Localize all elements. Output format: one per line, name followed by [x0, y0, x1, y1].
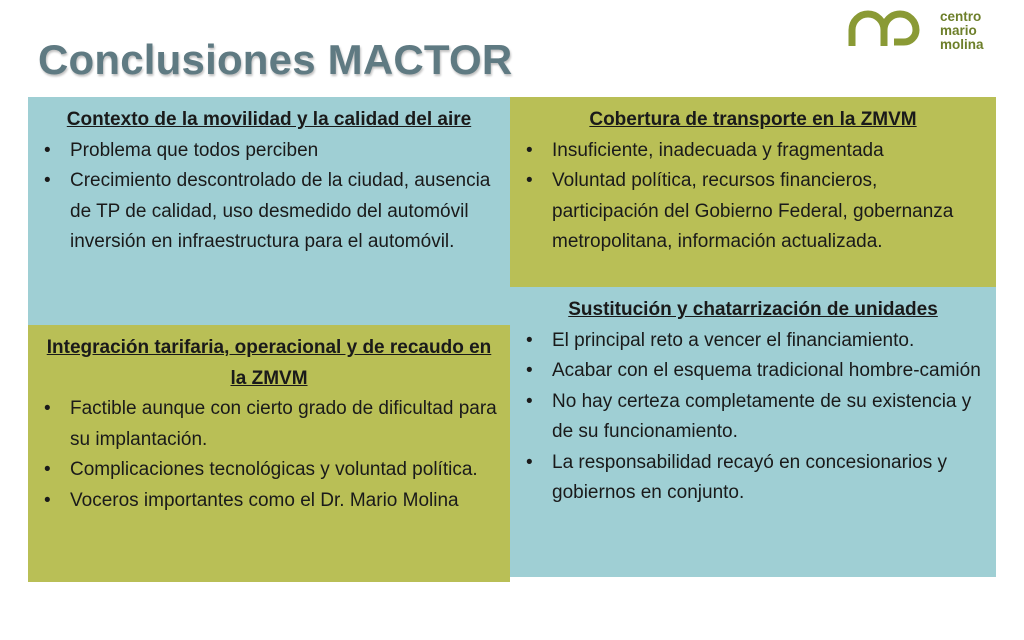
bullet-list [522, 136, 984, 258]
bullet-item: • Complicaciones tecnológicas y voluntad política. [40, 455, 498, 486]
box-heading: Integración tarifaria, operacional y de recaudo en la ZMVM [46, 337, 492, 389]
bullet-item: • Voceros importantes como el Dr. Mario Molina [40, 486, 498, 517]
bullet-item: • Crecimiento descontrolado de la ciudad, ausencia de TP de calidad, uso desmedido del automóvil inversión en infraestructura para el automóvil. [40, 166, 498, 258]
box-heading: Cobertura de transporte en la ZMVM [589, 109, 917, 130]
logo-mark-icon [848, 8, 938, 52]
box-integracion-tarifaria [28, 325, 510, 582]
bullet-item: • Problema que todos perciben [40, 136, 498, 167]
logo-wordmark [940, 10, 984, 52]
box-cobertura-transporte [510, 97, 996, 290]
bullet-list [522, 326, 984, 509]
bullet-item: • El principal reto a vencer el financiamiento. [522, 326, 984, 357]
logo-line-2: mario [940, 23, 977, 38]
box-contexto-movilidad [28, 97, 510, 325]
bullet-item: • Factible aunque con cierto grado de dificultad para su implantación. [40, 394, 498, 455]
bullet-item: • Insuficiente, inadecuada y fragmentada [522, 136, 984, 167]
bullet-list [40, 136, 498, 258]
slide-title: Conclusiones MACTOR [38, 36, 513, 83]
bullet-item: • No hay certeza completamente de su existencia y de su funcionamiento. [522, 387, 984, 448]
bullet-item: • Voluntad política, recursos financieros, participación del Gobierno Federal, gobernanza metropolitana, información actualizada. [522, 166, 984, 258]
box-heading: Sustitución y chatarrización de unidades [568, 299, 938, 320]
logo-line-3: molina [940, 37, 984, 52]
bullet-item: • Acabar con el esquema tradicional hombre-camión [522, 356, 984, 387]
logo-line-1: centro [940, 9, 982, 24]
box-sustitucion-chatarrizacion [510, 287, 996, 577]
box-heading: Contexto de la movilidad y la calidad del aire [66, 109, 472, 130]
centro-mario-molina-logo [848, 8, 1008, 56]
bullet-list [40, 394, 498, 516]
bullet-item: • La responsabilidad recayó en concesionarios y gobiernos en conjunto. [522, 448, 984, 509]
